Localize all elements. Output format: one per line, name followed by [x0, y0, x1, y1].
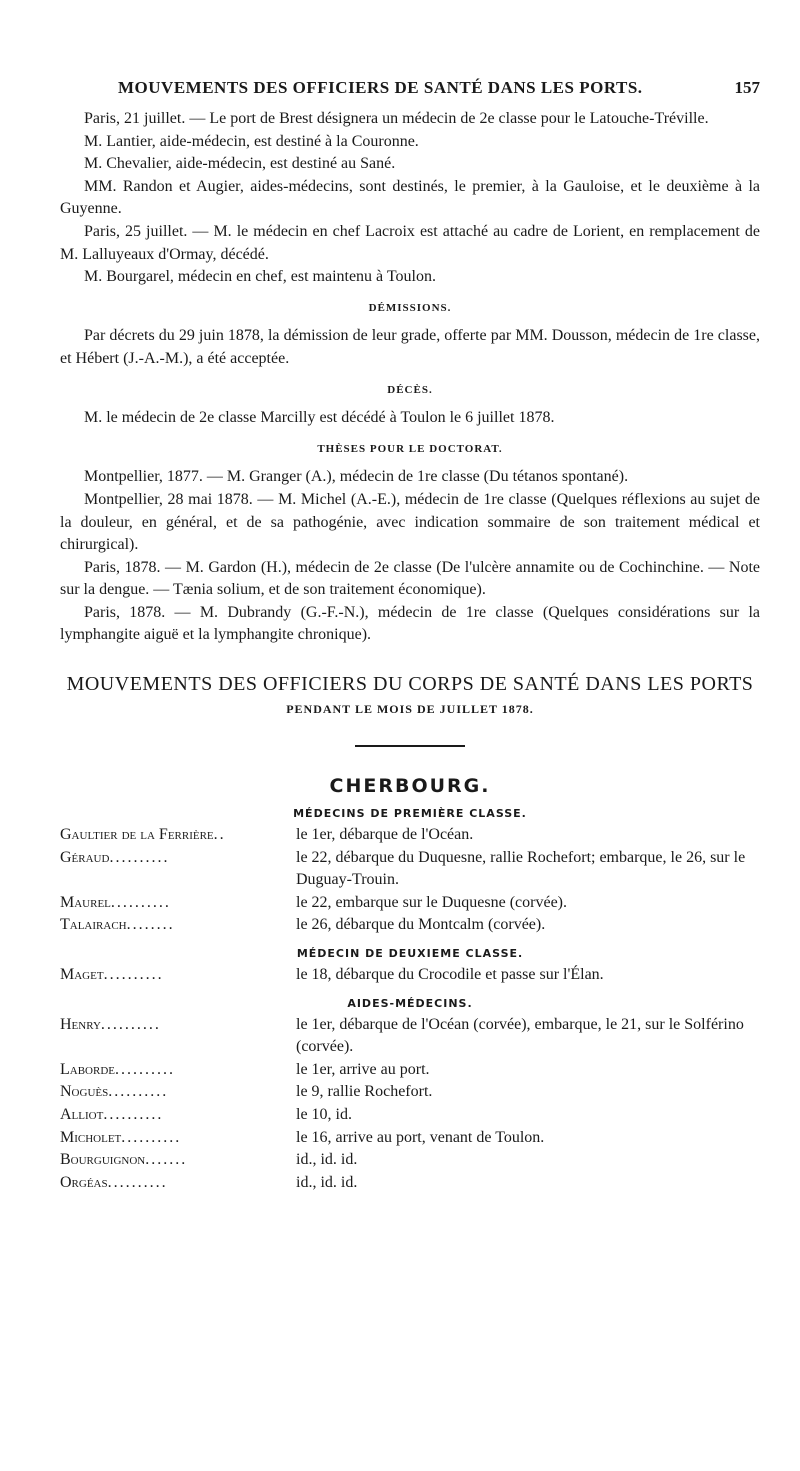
paragraph: Montpellier, 1877. — M. Granger (A.), médecin de 1re classe (Du tétanos spontané).: [84, 468, 629, 486]
movement-text: id., id. id.: [296, 1151, 358, 1169]
movements-title: MOUVEMENTS DES OFFICIERS DU CORPS DE SANTÉ DANS LES PORTS: [66, 673, 754, 696]
port-name: CHERBOURG.: [329, 775, 491, 798]
officer-name: Noguès..........: [60, 1083, 169, 1101]
page-number: 157: [734, 78, 760, 97]
officer-name: Henry..........: [60, 1015, 161, 1033]
movement-text: le 26, débarque du Montcalm (corvée).: [296, 916, 546, 934]
officer-name: Alliot..........: [60, 1106, 164, 1123]
paragraph: Paris, 21 juillet. — Le port de Brest désignera un médecin de 2e classe pour le Latouche-Tréville.: [84, 110, 709, 127]
list-item: [60, 1172, 760, 1195]
officer-name: Maurel..........: [60, 893, 171, 911]
paragraph: M. Bourgarel, médecin en chef, est maintenu à Toulon.: [84, 268, 436, 286]
movement-text: le 1er, débarque de l'Océan (corvée), embarque, le 21, sur le Solférino (corvée).: [296, 1015, 744, 1056]
list-item: [60, 847, 760, 892]
movement-text: le 18, débarque du Crocodile et passe sur l'Élan.: [296, 966, 604, 984]
officer-name: Gaultier de la Ferrière..: [60, 826, 226, 844]
category-heading: AIDES-MÉDECINS.: [347, 996, 473, 1010]
category-aides-medecins: [60, 997, 760, 1195]
list-item: [60, 824, 760, 847]
officer-name: Orgéas..........: [60, 1173, 168, 1191]
category-heading: MÉDECINS DE PREMIÈRE CLASSE.: [293, 807, 527, 821]
list-item: [60, 1059, 760, 1082]
paragraph: M. le médecin de 2e classe Marcilly est décédé à Toulon le 6 juillet 1878.: [84, 409, 555, 427]
movement-text: le 10, id.: [296, 1106, 352, 1123]
divider: [355, 745, 465, 747]
category-heading: MÉDECIN DE DEUXIEME CLASSE.: [296, 947, 524, 961]
officer-name: Micholet..........: [60, 1128, 182, 1146]
section-heading-theses: THÈSES POUR LE DOCTORAT.: [317, 442, 503, 455]
movement-text: le 22, embarque sur le Duquesne (corvée).: [296, 893, 567, 911]
officer-name: Laborde..........: [60, 1060, 175, 1078]
list-item: [60, 964, 760, 987]
movement-text: le 16, arrive au port, venant de Toulon.: [296, 1128, 545, 1146]
movements-subtitle: PENDANT LE MOIS DE JUILLET 1878.: [286, 702, 534, 717]
list-item: [60, 1081, 760, 1104]
body-text: [60, 108, 760, 647]
section-heading-demissions: DÉMISSIONS.: [368, 301, 452, 314]
officer-name: Géraud..........: [60, 848, 170, 866]
movement-text: le 9, rallie Rochefort.: [296, 1083, 433, 1101]
section-heading-deces: DÉCÈS.: [387, 383, 433, 396]
officer-name: Talairach........: [60, 916, 175, 934]
list-item: [60, 892, 760, 915]
movement-text: id., id. id.: [296, 1173, 358, 1191]
list-item: [60, 914, 760, 937]
officer-name: Bourguignon.......: [60, 1151, 188, 1169]
movement-text: le 1er, débarque de l'Océan.: [296, 826, 474, 844]
list-item: [60, 1127, 760, 1150]
officer-name: Maget..........: [60, 966, 164, 984]
paragraph: Paris, 1878. — M. Dubrandy (G.-F.-N.), médecin de 1re classe (Quelques considérations sur la lymphangite aiguë et la lymphangite chronique).: [60, 603, 760, 644]
list-item: [60, 1104, 760, 1127]
running-header: [60, 78, 760, 108]
category-first-class: [60, 807, 760, 937]
paragraph: M. Lantier, aide-médecin, est destiné à la Couronne.: [84, 132, 419, 150]
running-title: MOUVEMENTS DES OFFICIERS DE SANTÉ DANS LES PORTS.: [118, 78, 643, 97]
page: [60, 78, 760, 1194]
category-second-class: [60, 947, 760, 987]
movement-text: le 22, débarque du Duquesne, rallie Rochefort; embarque, le 26, sur le Duguay-Trouin.: [296, 848, 746, 889]
paragraph: MM. Randon et Augier, aides-médecins, sont destinés, le premier, à la Gauloise, et le deuxième à la Guyenne.: [60, 177, 760, 218]
paragraph: Paris, 25 juillet. — M. le médecin en chef Lacroix est attaché au cadre de Lorient, en remplacement de M. Lalluyeaux d'Ormay, décédé.: [60, 222, 760, 263]
list-item: [60, 1014, 760, 1059]
list-item: [60, 1149, 760, 1172]
paragraph: Montpellier, 28 mai 1878. — M. Michel (A.-E.), médecin de 1re classe (Quelques réflexions au sujet de la douleur, en général, et de sa pathogénie, avec indication sommaire de son traitement médical et chirurgical).: [60, 490, 760, 554]
paragraph: Par décrets du 29 juin 1878, la démission de leur grade, offerte par MM. Dousson, médecin de 1re classe, et Hébert (J.-A.-M.), a été acceptée.: [60, 327, 760, 367]
paragraph: Paris, 1878. — M. Gardon (H.), médecin de 2e classe (De l'ulcère annamite ou de Cochinchine. — Note sur la dengue. — Tænia solium, et de son traitement économique).: [60, 558, 760, 599]
movement-text: le 1er, arrive au port.: [296, 1060, 430, 1078]
paragraph: M. Chevalier, aide-médecin, est destiné au Sané.: [84, 155, 396, 173]
